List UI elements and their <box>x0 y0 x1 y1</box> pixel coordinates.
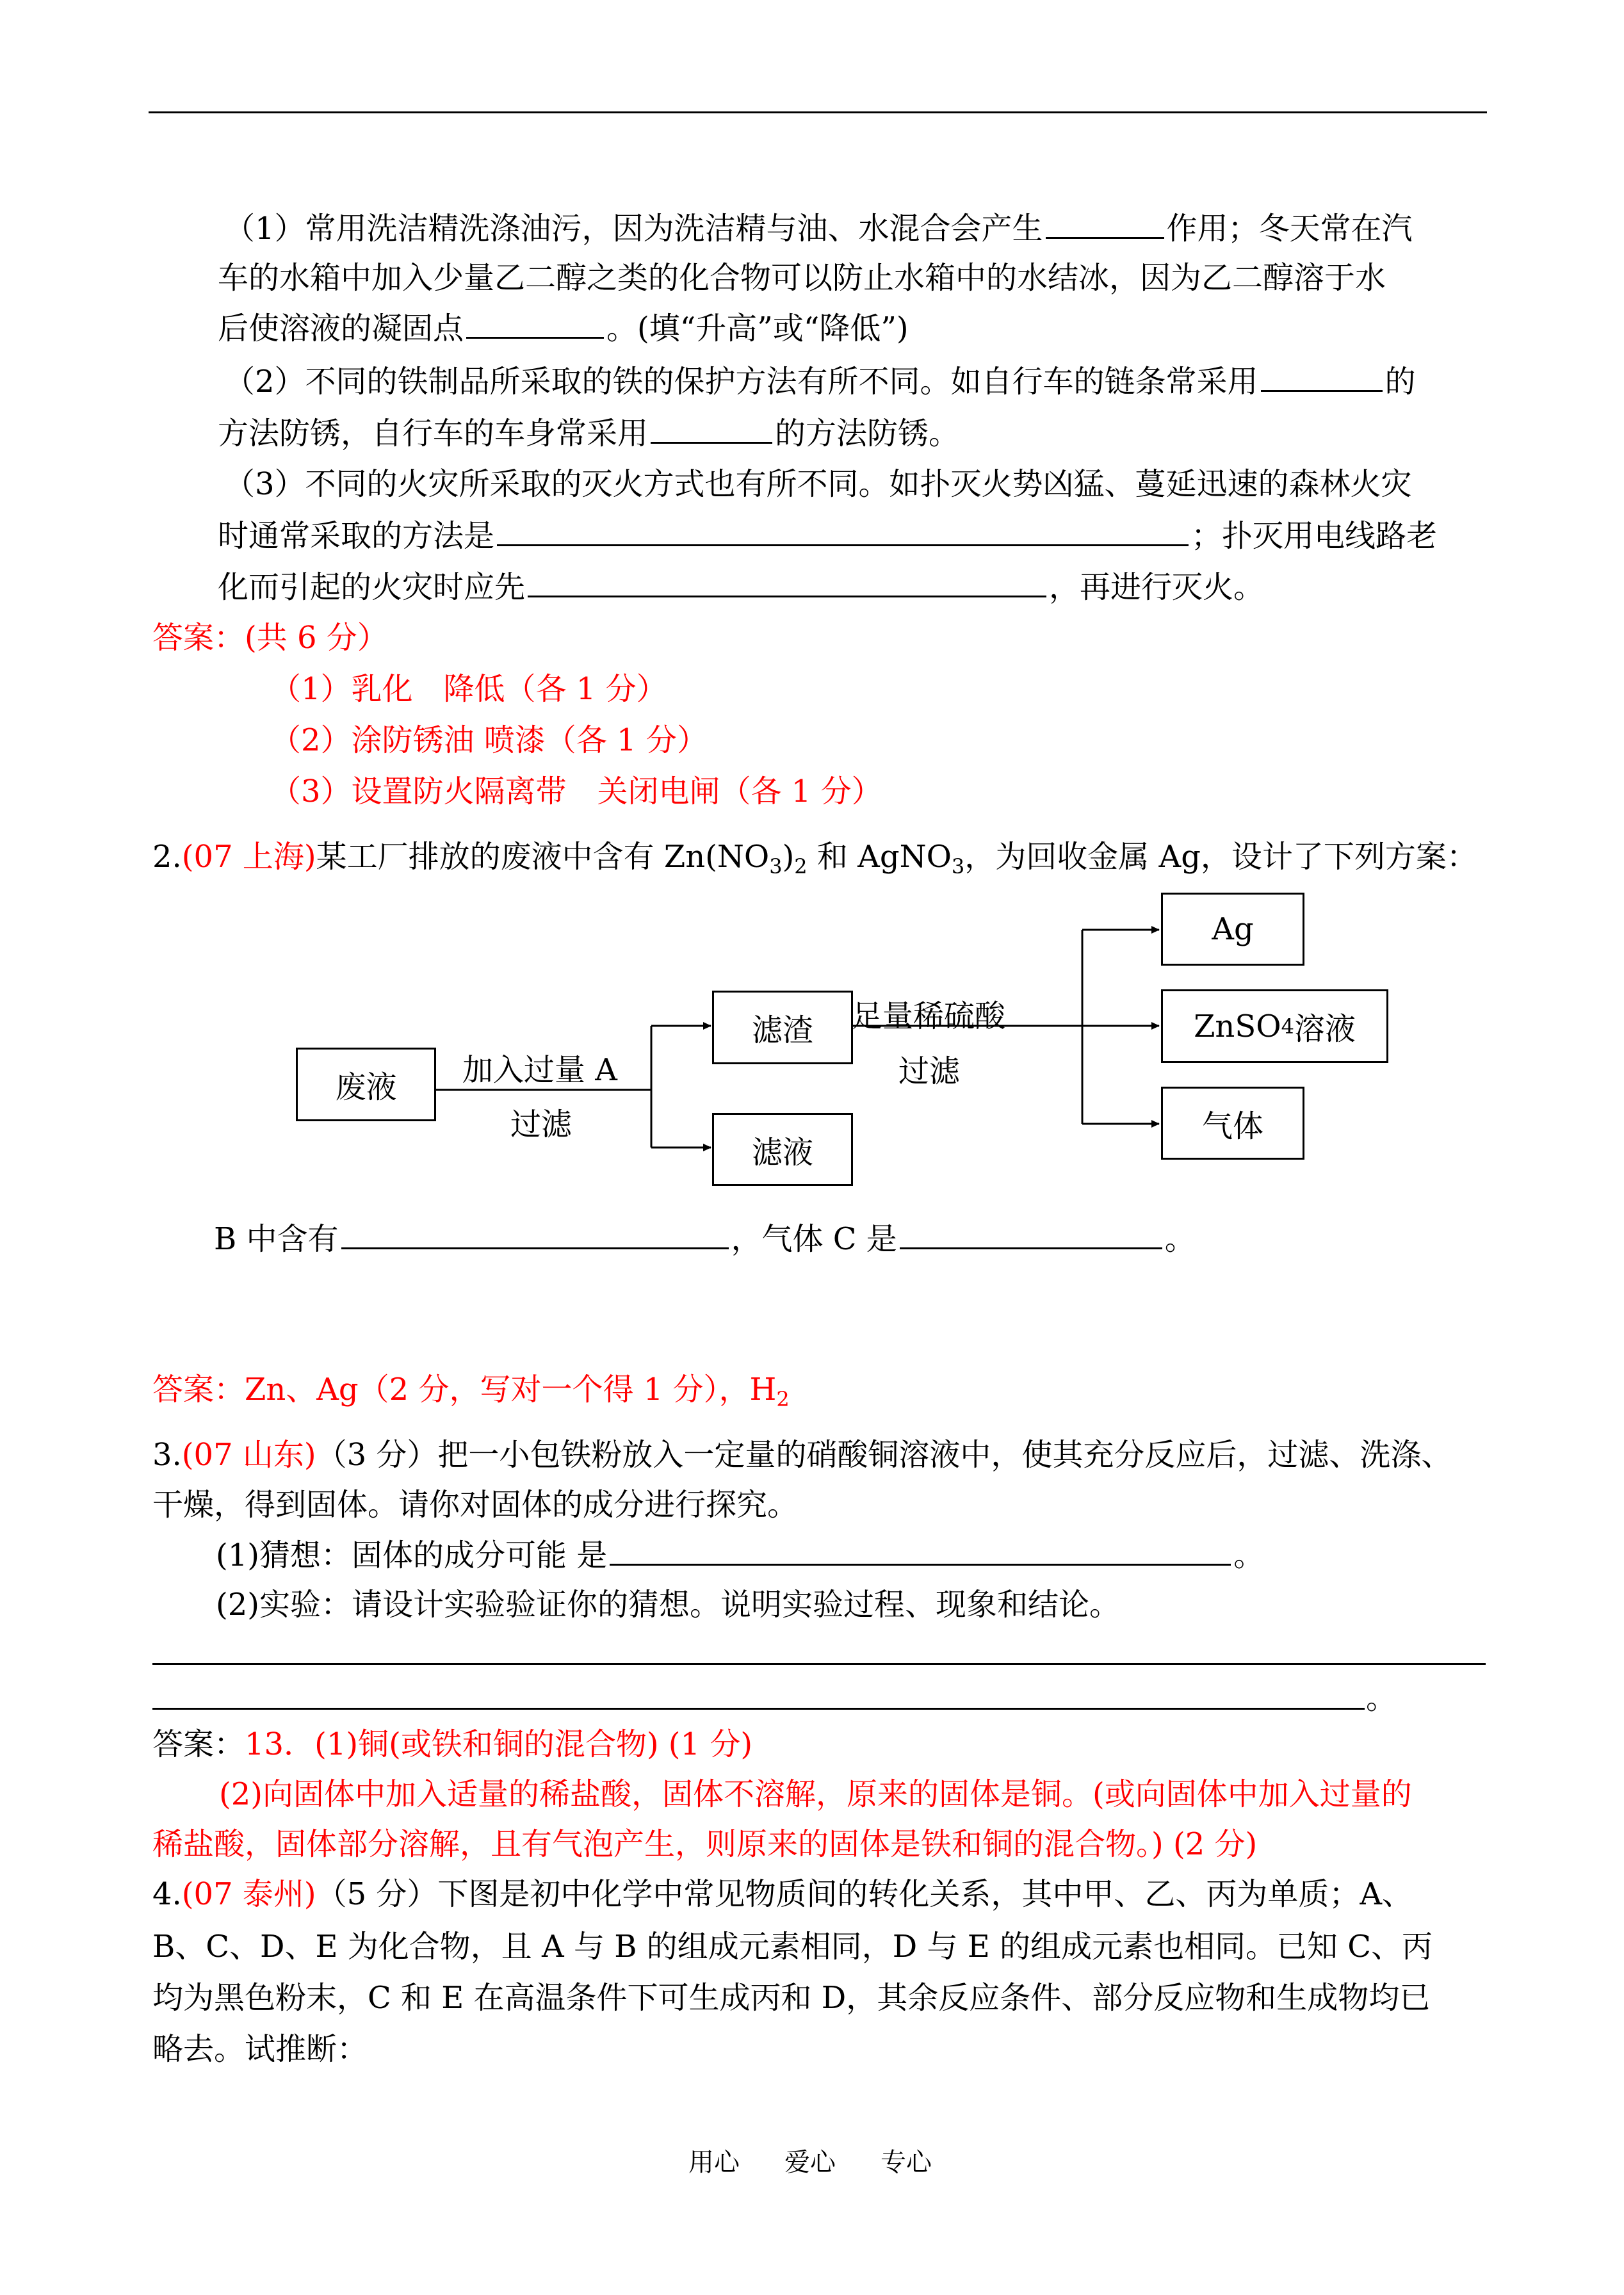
q2-stem: 2.(07 上海)某工厂排放的废液中含有 $Zn(NO_3)_2$ 和 AgNO$_3$，为回收金属 Ag，设计了下列方案： <box>152 839 1477 879</box>
blank <box>610 1536 1231 1566</box>
q3-answer-1: 答案：13．(1)铜(或铁和铜的混合物) (1 分) <box>152 1726 753 1762</box>
blank <box>528 567 1046 597</box>
q3-guess: (1)猜想：固体的成分可能 是 。 <box>216 1536 1264 1575</box>
q2-answer: 答案：Zn、Ag（2 分，写对一个得 1 分），$H_2$ <box>152 1372 790 1411</box>
page-footer: 用心 爱心 专心 <box>688 2148 932 2177</box>
q2-source: (07 上海) <box>181 839 316 875</box>
blank <box>341 1219 729 1249</box>
q1-p3-line1: （3）不同的火灾所采取的灭火方式也有所不同。如扑灭火势凶猛、蔓延迅速的森林火灾 <box>224 466 1412 502</box>
q1-answer-3: （3）设置防火隔离带 关闭电闸（各 1 分） <box>270 774 882 809</box>
header-rule <box>149 111 1487 113</box>
q3-period: 。 <box>1366 1680 1397 1716</box>
blank <box>497 516 1189 546</box>
blank <box>1261 362 1383 392</box>
box-ag: Ag <box>1161 893 1304 966</box>
q4-stem-line4: 略去。试推断： <box>152 2031 368 2067</box>
q4-stem-line3: 均为黑色粉末，C 和 E 在高温条件下可生成丙和 D，其余反应条件、部分反应物和生成物均已 <box>152 1980 1431 2016</box>
q1-p3-line3: 化而引起的火灾时应先 ，再进行灭火。 <box>218 567 1264 606</box>
box-filtrate: 滤液 <box>712 1113 853 1186</box>
blank <box>651 414 772 444</box>
box-gas: 气体 <box>1161 1087 1304 1160</box>
blank <box>466 309 604 339</box>
q1-p1-line3: 后使溶液的凝固点 。(填“升高”或“降低”) <box>218 309 909 348</box>
q1-p1-line1: （1）常用洗洁精洗涤油污，因为洗洁精与油、水混合会产生 作用；冬天常在汽 <box>224 209 1413 248</box>
q2-fill-line: B 中含有 ，气体 C 是 。 <box>214 1219 1196 1258</box>
answer-line <box>152 1663 1486 1665</box>
q1-p1-line2: 车的水箱中加入少量乙二醇之类的化合物可以防止水箱中的水结冰，因为乙二醇溶于水 <box>218 260 1386 296</box>
label-add-acid: 足量稀硫酸 <box>852 998 1006 1034</box>
q3-answer-2: (2)向固体中加入适量的稀盐酸，固体不溶解，原来的固体是铜。(或向固体中加入过量的 <box>219 1776 1412 1812</box>
label-add-a: 加入过量 A <box>462 1052 617 1088</box>
box-waste: 废液 <box>296 1048 436 1121</box>
q4-stem-line2: B、C、D、E 为化合物，且 A 与 B 的组成元素相同，D 与 E 的组成元素也相同。已知 C、丙 <box>152 1929 1433 1965</box>
q3-experiment: (2)实验：请设计实验验证你的猜想。说明实验过程、现象和结论。 <box>216 1587 1120 1623</box>
q1-p2-line1: （2）不同的铁制品所采取的铁的保护方法有所不同。如自行车的链条常采用 的 <box>224 362 1416 401</box>
q1-p2-line2: 方法防锈，自行车的车身常采用 的方法防锈。 <box>218 414 959 453</box>
q3-stem-line1: 3.(07 山东)（3 分）把一小包铁粉放入一定量的硝酸铜溶液中，使其充分反应后，过滤、洗涤、 <box>152 1437 1452 1473</box>
q1-p3-line2: 时通常采取的方法是 ；扑灭用电线路老 <box>218 516 1437 555</box>
q3-stem-line2: 干燥，得到固体。请你对固体的成分进行探究。 <box>152 1487 799 1523</box>
box-znso4: ZnSO 4 溶液 <box>1161 989 1388 1063</box>
label-filter2: 过滤 <box>898 1053 961 1089</box>
q1-answer-title: 答案：(共 6 分） <box>152 620 388 656</box>
q4-source: (07 泰州) <box>181 1876 316 1912</box>
answer-line <box>152 1708 1365 1710</box>
blank <box>900 1219 1162 1249</box>
box-residue: 滤渣 <box>712 991 853 1064</box>
q1-answer-2: （2）涂防锈油 喷漆（各 1 分） <box>270 722 708 758</box>
q1-answer-1: （1）乳化 降低（各 1 分） <box>270 671 667 707</box>
blank <box>1046 209 1164 239</box>
q4-stem-line1: 4.(07 泰州)（5 分）下图是初中化学中常见物质间的转化关系，其中甲、乙、丙为单质；A、 <box>152 1876 1413 1912</box>
q3-source: (07 山东) <box>181 1437 316 1473</box>
label-filter1: 过滤 <box>510 1107 572 1142</box>
q3-answer-3: 稀盐酸，固体部分溶解，且有气泡产生，则原来的固体是铁和铜的混合物。) (2 分) <box>152 1826 1258 1862</box>
